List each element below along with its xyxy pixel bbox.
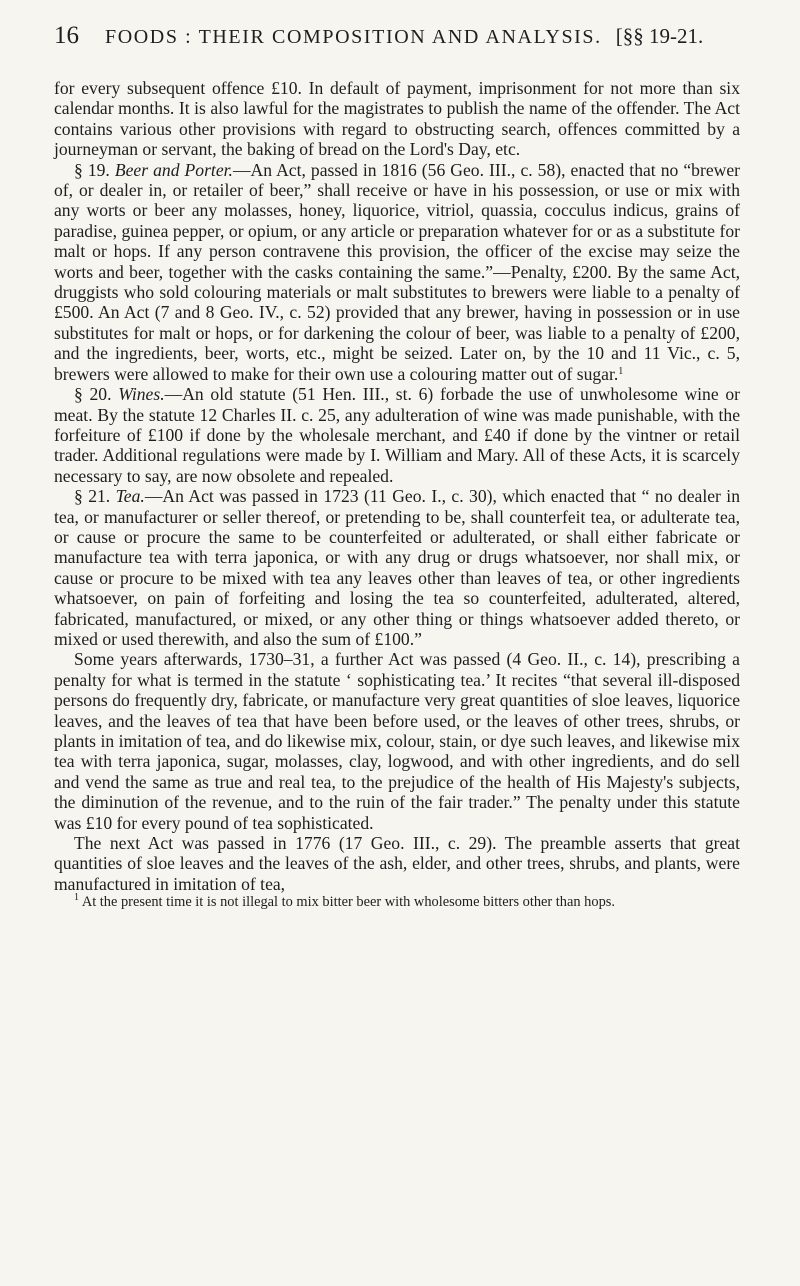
section-19-beer-and-porter xyxy=(54,160,740,384)
page-number: 16 xyxy=(54,22,79,49)
paragraph-act-1776 xyxy=(54,833,740,894)
footnote-text: At the present time it is not illegal to mix bitter beer with wholesome bitters other than hops. xyxy=(81,894,615,911)
section-reference: [§§ 19-21. xyxy=(615,24,704,48)
footnotes xyxy=(54,894,740,911)
paragraph-continuation xyxy=(54,78,740,160)
paragraph-sophisticating-tea xyxy=(54,649,740,833)
section-21-tea xyxy=(54,486,740,649)
paragraph-text: —An old statute (51 Hen. III., st. 6) forbade the use of unwholesome wine or meat. By the statute 12 Charles II. c. 25, any adulteration of wine was made punishable, with the forfeiture of £100 if done by the wholesale merchant, and £40 if done by the vintner or retail trader. Additional regulations were made by I. William and Mary. All of these Acts, it is scarcely necessary to say, are now obsolete and repealed. xyxy=(54,384,741,486)
body-text xyxy=(54,78,740,894)
running-head xyxy=(54,22,740,66)
section-heading: Wines. xyxy=(118,384,165,405)
footnote-mark: 1 xyxy=(74,892,79,904)
paragraph-text: —An Act, passed in 1816 (56 Geo. III., c. 58), enacted that no “brewer of, or dealer in, or retailer of beer,” shall receive or have in his possession, or use or mix with any worts or beer any molasses, honey, liquorice, vitriol, quassia, cocculus indicus, grains of paradise, guinea pepper, or opium, or any article or preparation whatever for or as a substitute for malt or hops. If any person contravene this provision, the officer of the excise may seize the worts and beer, together with the casks containing the same.”—Penalty, £200. By the same Act, druggists who sold colouring materials or malt substitutes to brewers were liable to a penalty of £500. An Act (7 and 8 Geo. IV., c. 52) provided that any brewer, having in possession or in use substitutes for malt or hops, or for darkening the colour of beer, was liable to a penalty of £200, and the ingredients, beer, worts, etc., might be seized. Later on, by the 10 and 11 Vic., c. 5, brewers were allowed to make for their own use a colouring matter out of sugar. xyxy=(54,159,741,384)
section-number: § 20. xyxy=(74,384,112,405)
paragraph-text: for every subsequent offence £10. In default of payment, imprisonment for not more than six calendar months. It is also lawful for the magistrates to publish the name of the offender. The Act contains various other provisions with regard to obstructing search, offences committed by a journeyman or servant, the baking of bread on the Lord's Day, etc. xyxy=(54,78,740,160)
running-title: FOODS : THEIR COMPOSITION AND ANALYSIS. xyxy=(105,26,602,48)
paragraph-text: —An Act was passed in 1723 (11 Geo. I., c. 30), which enacted that “ no dealer in tea, or manufacturer or seller thereof, or pretending to be, shall counterfeit tea, or adulterate tea, or cause or procure the same to be counterfeited or adulterated, or shall either fabricate or manufacture tea with terra japonica, or with any drug or drugs whatsoever, nor shall mix, or cause or procure to be mixed with tea any leaves other than leaves of tea, or other ingredients whatsoever, on pain of forfeiting and losing the tea so counterfeited, adulterated, altered, fabricated, manufactured, or mixed, or any other thing or things whatsoever added thereto, or mixed or used therewith, and also the sum of £100.” xyxy=(54,486,740,649)
footnote-reference: 1 xyxy=(618,365,624,377)
paragraph-text: The next Act was passed in 1776 (17 Geo. III., c. 29). The preamble asserts that great quantities of sloe leaves and the leaves of the ash, elder, and other trees, shrubs, and plants, were manufactured in imitation of tea, xyxy=(54,833,740,894)
section-heading: Beer and Porter. xyxy=(114,159,233,180)
paragraph-text: Some years afterwards, 1730–31, a further Act was passed (4 Geo. II., c. 14), prescribing a penalty for what is termed in the statute ‘ sophisticating tea.’ It recites “that several ill-disposed persons do frequently dry, fabricate, or manufacture very great quantities of sloe leaves, liquorice leaves, and the leaves of tea that have been before used, or the leaves of other trees, shrubs, or plants in imitation of tea, and do likewise mix, colour, stain, or dye such leaves, and likewise mix tea with terra japonica, sugar, molasses, clay, logwood, and with other ingredients, and do sell and vend the same as true and real tea, to the prejudice of the health of His Majesty's subjects, the diminution of the revenue, and to the ruin of the fair trader.” The penalty under this statute was £10 for every pound of tea sophisticated. xyxy=(54,649,740,833)
section-number: § 21. xyxy=(74,486,111,507)
section-number: § 19. xyxy=(74,159,110,180)
section-20-wines xyxy=(54,384,740,486)
section-heading: Tea. xyxy=(115,486,145,507)
footnote xyxy=(54,894,740,911)
